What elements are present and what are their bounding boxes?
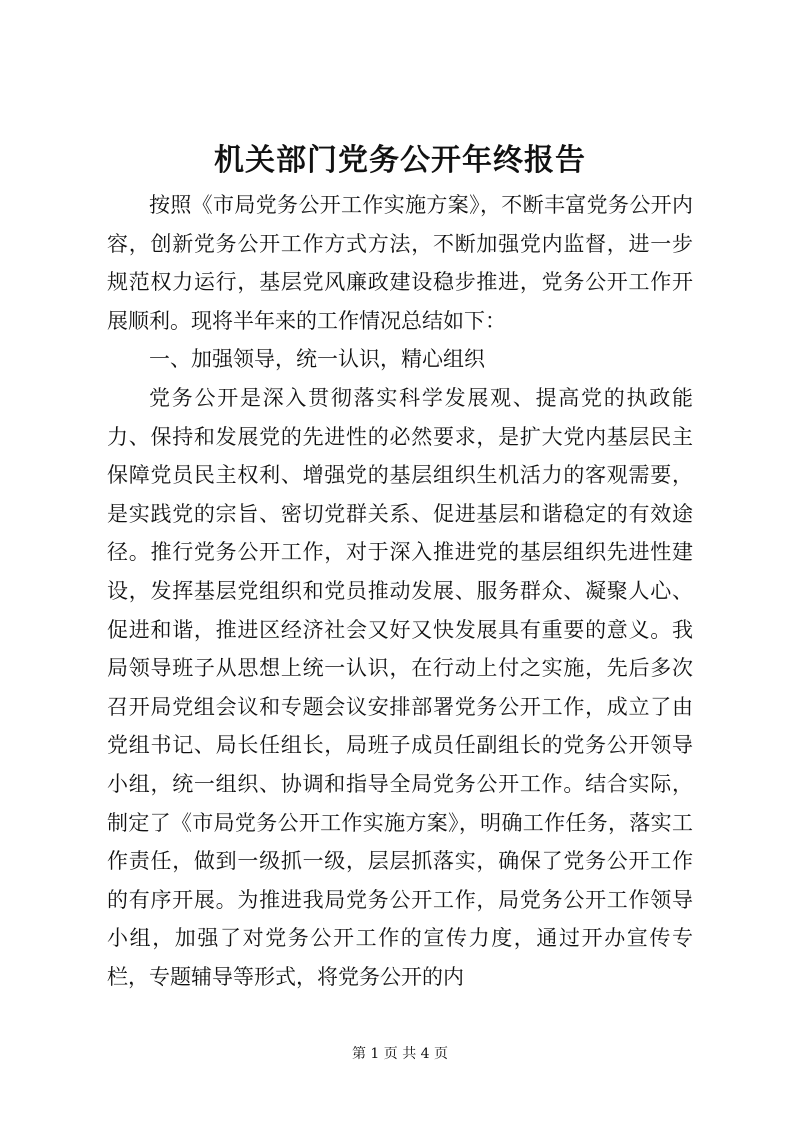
document-title: 机关部门党务公开年终报告	[214, 143, 586, 178]
section-heading: 一、加强领导，统一认识，精心组织	[149, 347, 485, 372]
intro-paragraph: 按照《市局党务公开工作实施方案》，不断丰富党务公开内容，创新党务公开工作方式方法，不断加强党内监督，进一步规范权力运行，基层党风廉政建设稳步推进，党务公开工作开展顺利。现将半年来的工作情况总结如下：	[107, 193, 693, 333]
document-body	[107, 186, 693, 996]
section-paragraph: 党务公开是深入贯彻落实科学发展观、提高党的执政能力、保持和发展党的先进性的必然要求，是扩大党内基层民主保障党员民主权利、增强党的基层组织生机活力的客观需要，是实践党的宗旨、密切党群关系、促进基层和谐稳定的有效途径。推行党务公开工作，对于深入推进党的基层组织先进性建设，发挥基层党组织和党员推动发展、服务群众、凝聚人心、促进和谐，推进区经济社会又好又快发展具有重要的意义。我局领导班子从思想上统一认识，在行动上付之实施，先后多次召开局党组会议和专题会议安排部署党务公开工作，成立了由党组书记、局长任组长，局班子成员任副组长的党务公开领导小组，统一组织、协调和指导全局党务公开工作。结合实际，制定了《市局党务公开工作实施方案》，明确工作任务，落实工作责任，做到一级抓一级，层层抓落实，确保了党务公开工作的有序开展。为推进我局党务公开工作，局党务公开工作领导小组，加强了对党务公开工作的宣传力度，通过开办宣传专栏，专题辅导等形式，将党务公开的内	[107, 385, 693, 989]
page-footer: 第 1 页 共 4 页	[351, 1046, 449, 1062]
